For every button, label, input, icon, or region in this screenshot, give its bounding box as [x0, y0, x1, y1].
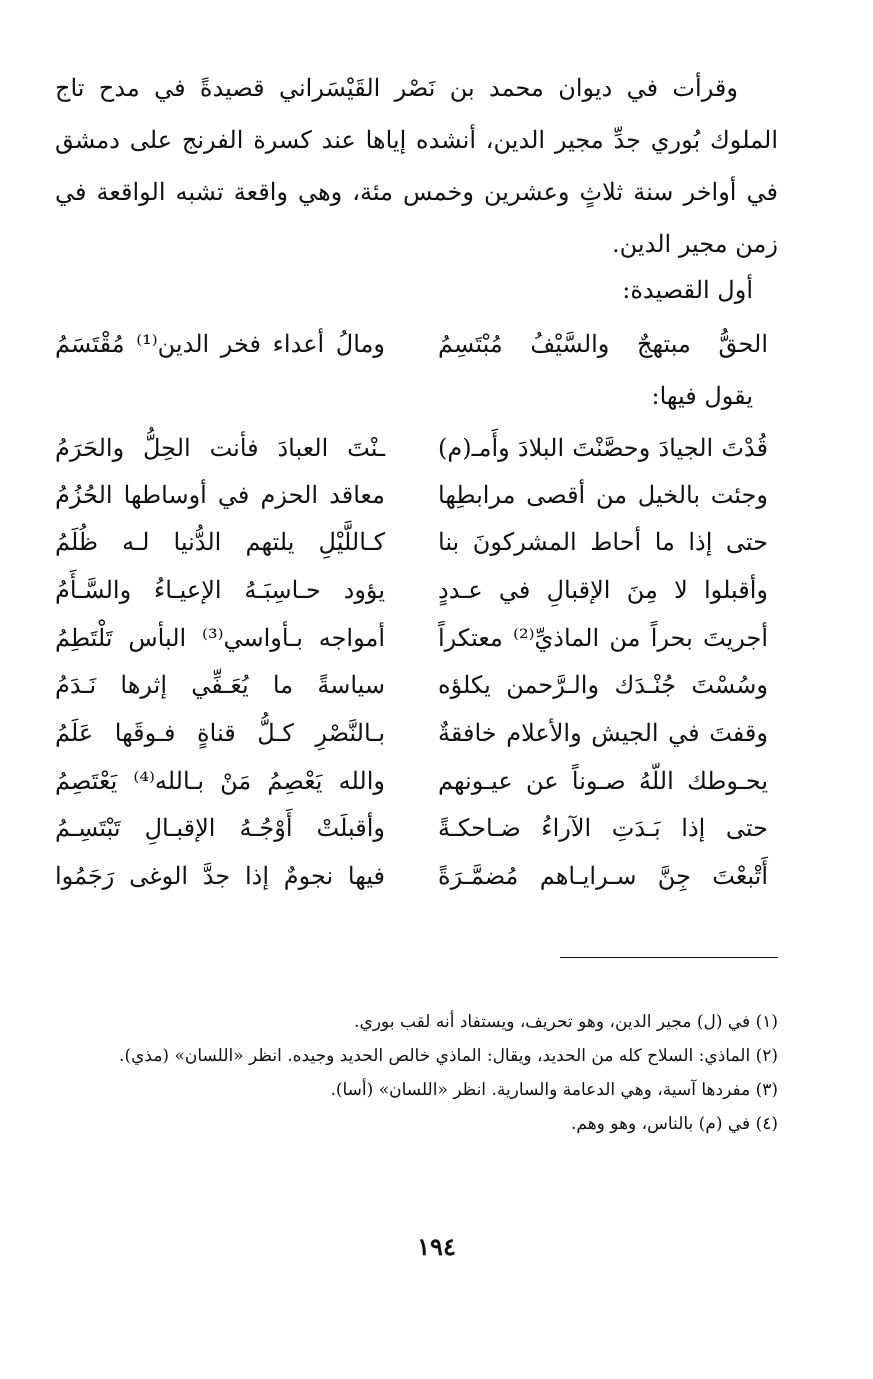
verse-first-hemistich: أَتْبعْتَ جِنَّ سـرايـاهم مُضمَّـرَةً — [438, 862, 768, 890]
verse-first-hemistich: وسُسْتَ جُنْـدَك والـرَّحمن يكلؤه — [438, 671, 768, 699]
verse-line — [55, 518, 768, 566]
verse-line — [55, 614, 768, 662]
verse-line — [55, 566, 768, 614]
page-number: ١٩٤ — [417, 1232, 456, 1261]
verse-first-hemistich: وقفتَ في الجيش والأعلام خافقةٌ — [438, 719, 768, 747]
verse-second-hemistich: كـاللَّيْلِ يلتهم الدُّنيا لـه ظُلَمُ — [55, 528, 385, 556]
body-paragraph — [55, 62, 778, 270]
verse-line — [55, 471, 768, 519]
footnote: (١) في (ل) مجير الدين، وهو تحريف، ويستفاد أنه لقب بوري. — [354, 1012, 778, 1032]
verse-second-hemistich: والله يَعْصِمُ مَنْ بـالله⁽⁴⁾ يَعْتَصِمُ — [55, 767, 385, 795]
poem-intro-label: أول القصيدة: — [622, 276, 753, 304]
verse-second-hemistich: وأقبلَتْ أَوْجُـهُ الإقبـالِ تَبْتَسِـمُ — [55, 814, 385, 842]
verse-line — [55, 709, 768, 757]
footnote-separator — [560, 957, 778, 958]
verse-second-hemistich: ـنْتَ العبادَ فأنت الحِلُّ والحَرَمُ — [55, 434, 385, 462]
verse-first-hemistich: الحقُّ مبتهجٌ والسَّيْفُ مُبْتَسِمُ — [438, 330, 768, 358]
poem-body-label: يقول فيها: — [651, 382, 753, 410]
verse-first-hemistich: حتى إذا بَـدَتِ الآراءُ ضـاحكـةً — [438, 814, 768, 842]
verse-second-hemistich: أمواجه بـأواسي⁽³⁾ البأس تَلْتَطِمُ — [55, 624, 386, 652]
verse-second-hemistich: سياسةً ما يُعَـفِّي إثرها نَـدَمُ — [55, 671, 385, 699]
footnotes — [80, 1005, 778, 1141]
verse-second-hemistich: معاقد الحزم في أوساطها الحُزُمُ — [55, 481, 385, 509]
body-paragraph-text: وقرأت في ديوان محمد بن نَصْر القَيْسَراني قصيدةً في مدح تاج الملوك بُوري جدِّ مجير الدين، أنشده إياها عند كسرة الفرنج على دمشق في أواخر سنة ثلاثٍ وعشرين وخمس مئة، وهي واقعة تشبه الواقعة في زمن مجير الدين. — [55, 74, 778, 258]
verse-second-hemistich: بـالنَّصْرِ كـلُّ قناةٍ فـوقَها عَلَمُ — [55, 719, 385, 747]
verse-first-hemistich: أجريتَ بحراً من الماذيِّ⁽²⁾ معتكراً — [438, 624, 768, 652]
verse-line — [55, 804, 768, 852]
footnote: (٢) الماذي: السلاح كله من الحديد، ويقال: الماذي خالص الحديد وجيده. انظر «اللسان» (مذي). — [119, 1046, 778, 1066]
footnote: (٣) مفردها آسية، وهي الدعامة والسارية. انظر «اللسان» (أسا). — [330, 1080, 778, 1100]
verse-first-hemistich: قُدْتَ الجيادَ وحصَّنْتَ البلادَ وأَمـ(م) — [438, 434, 768, 462]
verse-line — [55, 757, 768, 805]
verse-line — [55, 424, 768, 472]
verse-first-hemistich: وجئت بالخيل من أقصى مرابطِها — [438, 481, 768, 509]
verse-line — [55, 852, 768, 900]
opening-verse — [55, 320, 768, 368]
verse-line — [55, 661, 768, 709]
verse-first-hemistich: يحـوطك اللّهُ صـوناً عن عيـونهم — [438, 767, 768, 795]
footnote: (٤) في (م) بالناس، وهو وهم. — [570, 1114, 778, 1134]
verse-second-hemistich: ومالُ أعداء فخر الدين⁽¹⁾ مُقْتَسَمُ — [55, 330, 385, 358]
verse-second-hemistich: فيها نجومٌ إذا جدَّ الوغى رَجَمُوا — [55, 862, 385, 890]
verse-second-hemistich: يؤود حـاسِبَـهُ الإعيـاءُ والسَّـأَمُ — [55, 576, 385, 604]
verse-first-hemistich: وأقبلوا لا مِنَ الإقبالِ في عـددٍ — [438, 576, 768, 604]
verse-first-hemistich: حتى إذا ما أحاط المشركونَ بنا — [438, 528, 768, 556]
